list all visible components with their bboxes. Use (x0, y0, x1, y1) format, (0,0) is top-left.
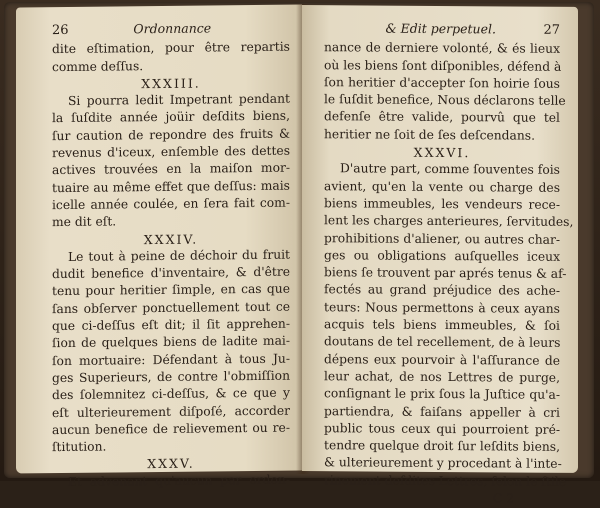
right-page-body (324, 39, 574, 490)
text-line: partiendra, & faiſans appeller à cri (324, 403, 560, 420)
text-line: biens immeubles, les vendeurs rece- (324, 196, 560, 212)
left-running-head: Ordonnance (133, 20, 212, 37)
text-line: prohibitions d'aliener, ou autres char- (324, 230, 560, 247)
text-line: revenus d'iceux, enſemble des dettes (52, 143, 290, 161)
text-line: le ſuſdit benefice, Nous déclarons telle (324, 92, 566, 109)
text-line: & ulterieurement y procedant à l'inte- (324, 455, 562, 472)
text-line: acquis tels biens immeubles, & ſoi (324, 317, 560, 333)
article-heading: XXXIV. (143, 231, 199, 247)
right-running-head: & Edit perpetuel. (385, 20, 496, 37)
text-line: nance de derniere volonté, & és lieux (324, 40, 560, 57)
text-line: lent les charges anterieures, ſervitudes, (324, 213, 574, 230)
right-page-number: 27 (543, 22, 560, 38)
text-line: avient, qu'en la vente ou charge des (324, 178, 560, 195)
text-line: tendre quelque droit ſur leſdits biens, (324, 438, 560, 454)
left-page (16, 5, 302, 489)
text-line: Et advenant qu'aucun par ordon- (68, 472, 290, 489)
text-line: tenu pour heritier ſimple, en cas que (52, 282, 290, 299)
text-line: la ſuſdite année joüir deſdits biens, (52, 109, 290, 126)
text-line: ſon mortuaire: Défendant à tous Ju- (52, 351, 290, 368)
text-line: où les biens ſont diſponibles, défend à (324, 57, 562, 74)
text-line: teurs: Nous permettons à ceux ayans (324, 299, 560, 316)
text-line: ſur caution de repondre des fruits & (52, 126, 290, 143)
text-line: ges ou obligations auſquelles iceux (324, 248, 560, 264)
left-page-text (52, 19, 290, 492)
text-line: ges Superieurs, de contre l'obmiſſion (52, 368, 290, 386)
text-line: icelle année coulée, en ſera fait com- (52, 195, 290, 213)
text-line: rinement deſdites Lettres, ſelon le ſtile (324, 472, 567, 489)
text-line: des ſolemnitez ci-deſſus, & ce que y (52, 385, 290, 403)
text-line: conſignant le prix ſous la Juſtice qu'a- (324, 386, 560, 403)
text-line: heritier ne ſoit de ſes deſcendans. (324, 126, 536, 143)
text-line: dépens eux pourvoir à l'aſſurance de (324, 351, 560, 368)
text-line: actives trouvées en la maiſon mor- (52, 161, 290, 178)
text-line: D'autre part, comme ſouventes fois (340, 161, 560, 178)
article-heading: XXXIII. (141, 75, 201, 92)
text-line: ſon heritier d'accepter ſon hoirie ſous (324, 75, 560, 91)
text-line: doutans de tel recellement, de à leurs (324, 334, 561, 351)
text-line: Si pourra ledit Impetrant pendant (68, 91, 290, 109)
text-line: comme deſſus. (52, 58, 144, 74)
text-line: ſans obſerver ponctuellement tout ce (52, 299, 290, 316)
text-line: leur achat, de nos Lettres de purge, (324, 369, 560, 385)
text-line: dite eſtimation, pour être repartis (52, 39, 290, 57)
left-page-number: 26 (52, 22, 69, 39)
text-line: Le tout à peine de déchoir du fruit (68, 247, 290, 264)
text-line: fectés au grand préjudice des ache- (324, 282, 560, 299)
text-line: eſt ulterieurement diſpoſé, accorder (52, 403, 290, 420)
left-page-header (52, 19, 290, 40)
right-page-header (324, 19, 560, 39)
text-line: biens ſe trouvent par aprés tenus & af- (324, 265, 567, 282)
text-line: ſtitution. (52, 439, 107, 455)
right-page (302, 5, 578, 506)
article-heading: XXXV. (147, 456, 195, 472)
text-line: public tous ceux qui pourroient pré- (324, 421, 560, 437)
right-page-text (324, 19, 574, 508)
left-page-body (52, 39, 290, 491)
article-heading: XXXVI. (413, 144, 471, 161)
text-line: aucun benefice de relievement ou re- (52, 420, 290, 437)
text-line: ſion de quelques biens de ladite mai- (52, 333, 290, 351)
page-signature-mark: C 2 (492, 491, 514, 506)
text-line: me dit eſt. (52, 214, 117, 230)
text-line: dudit benefice d'inventaire, & d'être (52, 264, 290, 282)
text-line: defenſe être valide, pourvû que tel (324, 109, 560, 126)
text-line: que ci-deſſus eſt dit; il ſit apprehen- (52, 316, 290, 334)
text-line: tuaire au même effet que deſſus: mais (52, 178, 290, 195)
